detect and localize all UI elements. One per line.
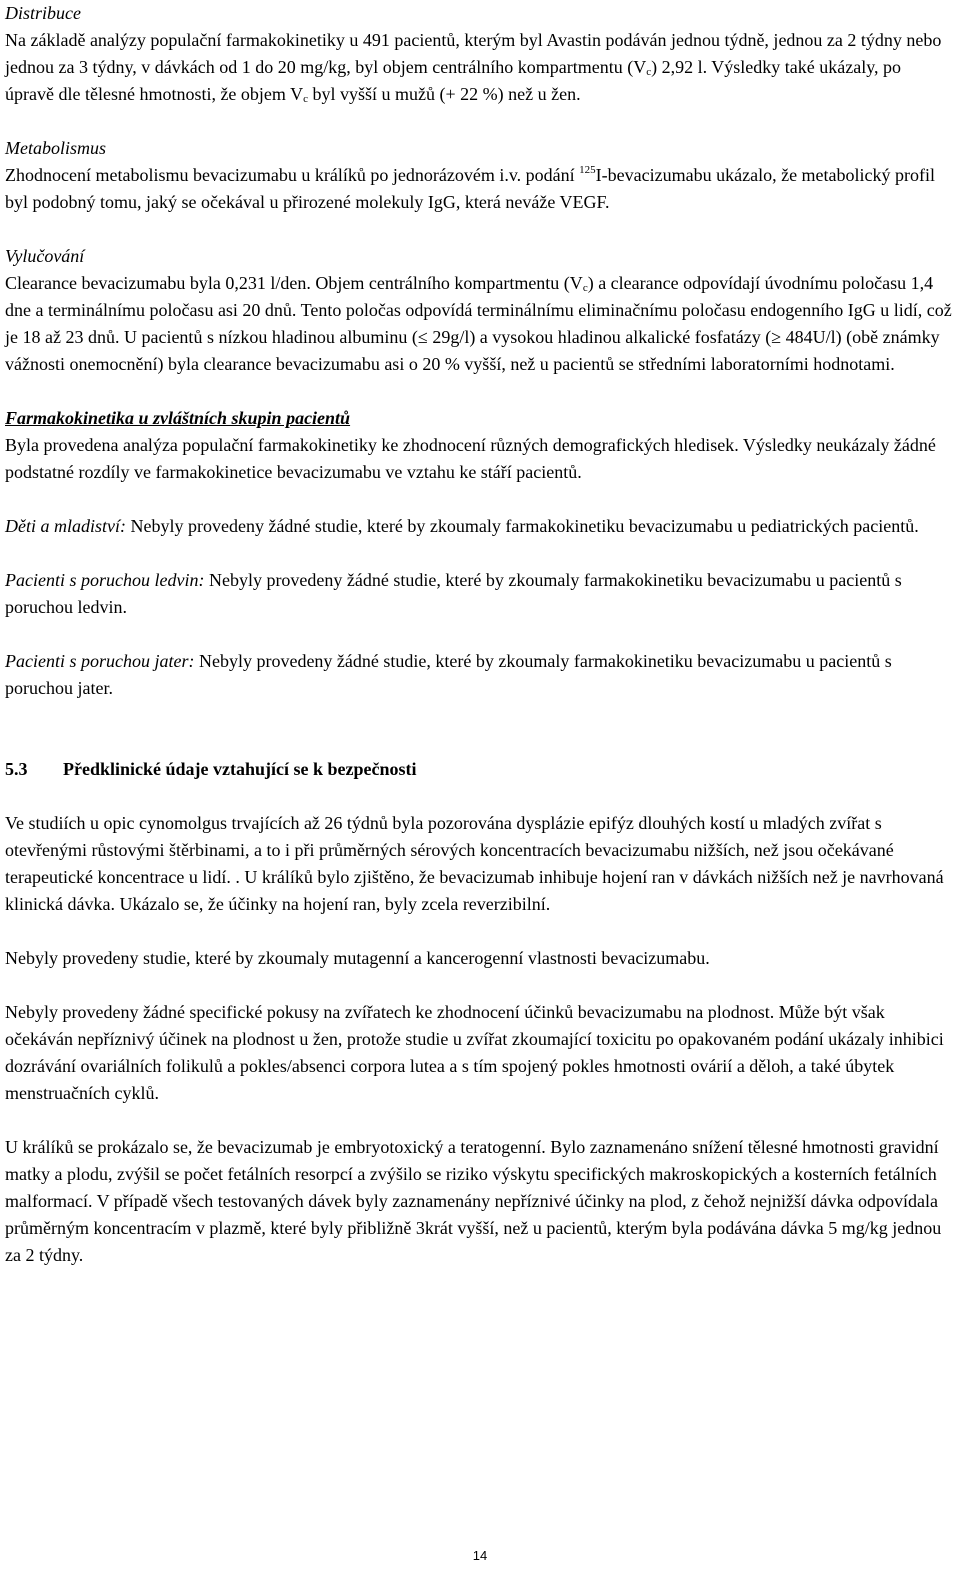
paragraph-distribuce: Na základě analýzy populační farmakokinetiky u 491 pacientů, kterým byl Avastin podáván jednou týdně, jednou za 2 týdny nebo jednou za 3 týdny, v dávkách od 1 do 20 mg/kg, byl objem centrálního kompartmentu $(V_c)$ 2,92 l. Výsledky také ukázaly, po úpravě dle tělesné hmotnosti, že objem $V_c$ byl vyšší u mužů (+ 22 %) než u žen. — [5, 30, 942, 105]
paragraph-metabolismus: Zhodnocení metabolismu bevacizumabu u králíků po jednorázovém i.v. podání $^{125}$I-bevacizumabu ukázalo, že metabolický profil byl podobný tomu, jaký se očekával u přirozené molekuly IgG, která neváže VEGF. — [5, 164, 936, 212]
paragraph-renal: Pacienti s poruchou ledvin: Nebyly provedeny žádné studie, které by zkoumaly farmakokinetiku bevacizumabu u pacientů s poruchou ledvin. — [5, 570, 902, 617]
paragraph-5-3-3: Nebyly provedeny žádné specifické pokusy na zvířatech ke zhodnocení účinků bevacizumabu na plodnost. Může být však očekáván nepříznivý účinek na plodnost u žen, protože studie u zvířat zkoumající toxicitu po opakovaném podání ukázaly inhibici dozrávání ovariálních folikulů a pokles/absenci corpora lutea a s tím spojený pokles hmotnosti ovárií a děloh, a také úbytek menstruačních cyklů. — [5, 1002, 944, 1103]
section-title-5-3 — [5, 756, 954, 783]
paragraph-5-3-1: Ve studiích u opic cynomolgus trvajících až 26 týdnů byla pozorována dysplázie epifýz dlouhých kostí u mladých zvířat s otevřenými růstovými štěrbinami, a to i při průměrných sérových koncentracích bevacizumabu nižších, než jsou očekávané terapeutické koncentrace u lidí. . U králíků bylo zjištěno, že bevacizumab inhibuje hojení ran v dávkách nižších než je navrhovaná klinická dávka. Ukázalo se, že účinky na hojení ran, byly zcela reverzibilní. — [5, 813, 944, 914]
heading-vylucovani: Vylučování — [5, 246, 85, 266]
heading-metabolismus: Metabolismus — [5, 138, 106, 158]
paragraph-children: Děti a mladiství: Nebyly provedeny žádné studie, které by zkoumaly farmakokinetiku bevacizumabu u pediatrických pacientů. — [5, 516, 919, 536]
heading-distribuce: Distribuce — [5, 3, 81, 23]
section-number: 5.3 — [5, 759, 28, 779]
page-number: 14 — [472, 1548, 488, 1563]
paragraph-hepatic: Pacienti s poruchou jater: Nebyly provedeny žádné studie, které by zkoumaly farmakokinetiku bevacizumabu u pacientů s poruchou jater. — [5, 651, 892, 698]
paragraph-vylucovani: Clearance bevacizumabu byla 0,231 l/den. Objem centrálního kompartmentu $(V_c)$ a clearance odpovídají úvodnímu poločasu 1,4 dne a terminálnímu poločasu asi 20 dnů. Tento poločas odpovídá terminálnímu eliminačnímu poločasu endogenního IgG u lidí, což je 18 až 23 dnů. U pacientů s nízkou hladinou albuminu (≤ 29g/l) a vysokou hladinou alkalické fosfatázy (≥ 484U/l) (obě známky vážnosti onemocnění) byla clearance bevacizumabu asi o 20 % vyšší, než u pacientů se středními laboratorními hodnotami. — [5, 273, 952, 374]
less-equal-symbol: ≤ — [417, 327, 428, 347]
paragraph-special-groups: Byla provedena analýza populační farmakokinetiky ke zhodnocení různých demografických hledisek. Výsledky neukázaly žádné podstatné rozdíly ve farmakokinetice bevacizumabu ve vztahu ke stáří pacientů. — [5, 435, 936, 482]
paragraph-5-3-4: U králíků se prokázalo se, že bevacizumab je embryotoxický a teratogenní. Bylo zaznamenáno snížení tělesné hmotnosti gravidní matky a plodu, zvýšil se počet fetálních resorpcí a zvýšilo se riziko výskytu specifických makroskopických a kosterních fetálních malformací. V případě všech testovaných dávek byly zaznamenány nepříznivé účinky na plod, z čehož nejnižší dávka odpovídala průměrným koncentracím v plazmě, které byly přibližně 3krát vyšší, než u pacientů, kterým byla podávána dávka 5 mg/kg jednou za 2 týdny. — [5, 1137, 942, 1265]
greater-equal-symbol: ≥ — [771, 327, 782, 347]
section-title-text: Předklinické údaje vztahující se k bezpečnosti — [63, 759, 417, 779]
heading-special-groups: Farmakokinetika u zvláštních skupin pacientů — [5, 408, 351, 428]
paragraph-5-3-2: Nebyly provedeny studie, které by zkoumaly mutagenní a kancerogenní vlastnosti bevacizumabu. — [5, 948, 710, 968]
